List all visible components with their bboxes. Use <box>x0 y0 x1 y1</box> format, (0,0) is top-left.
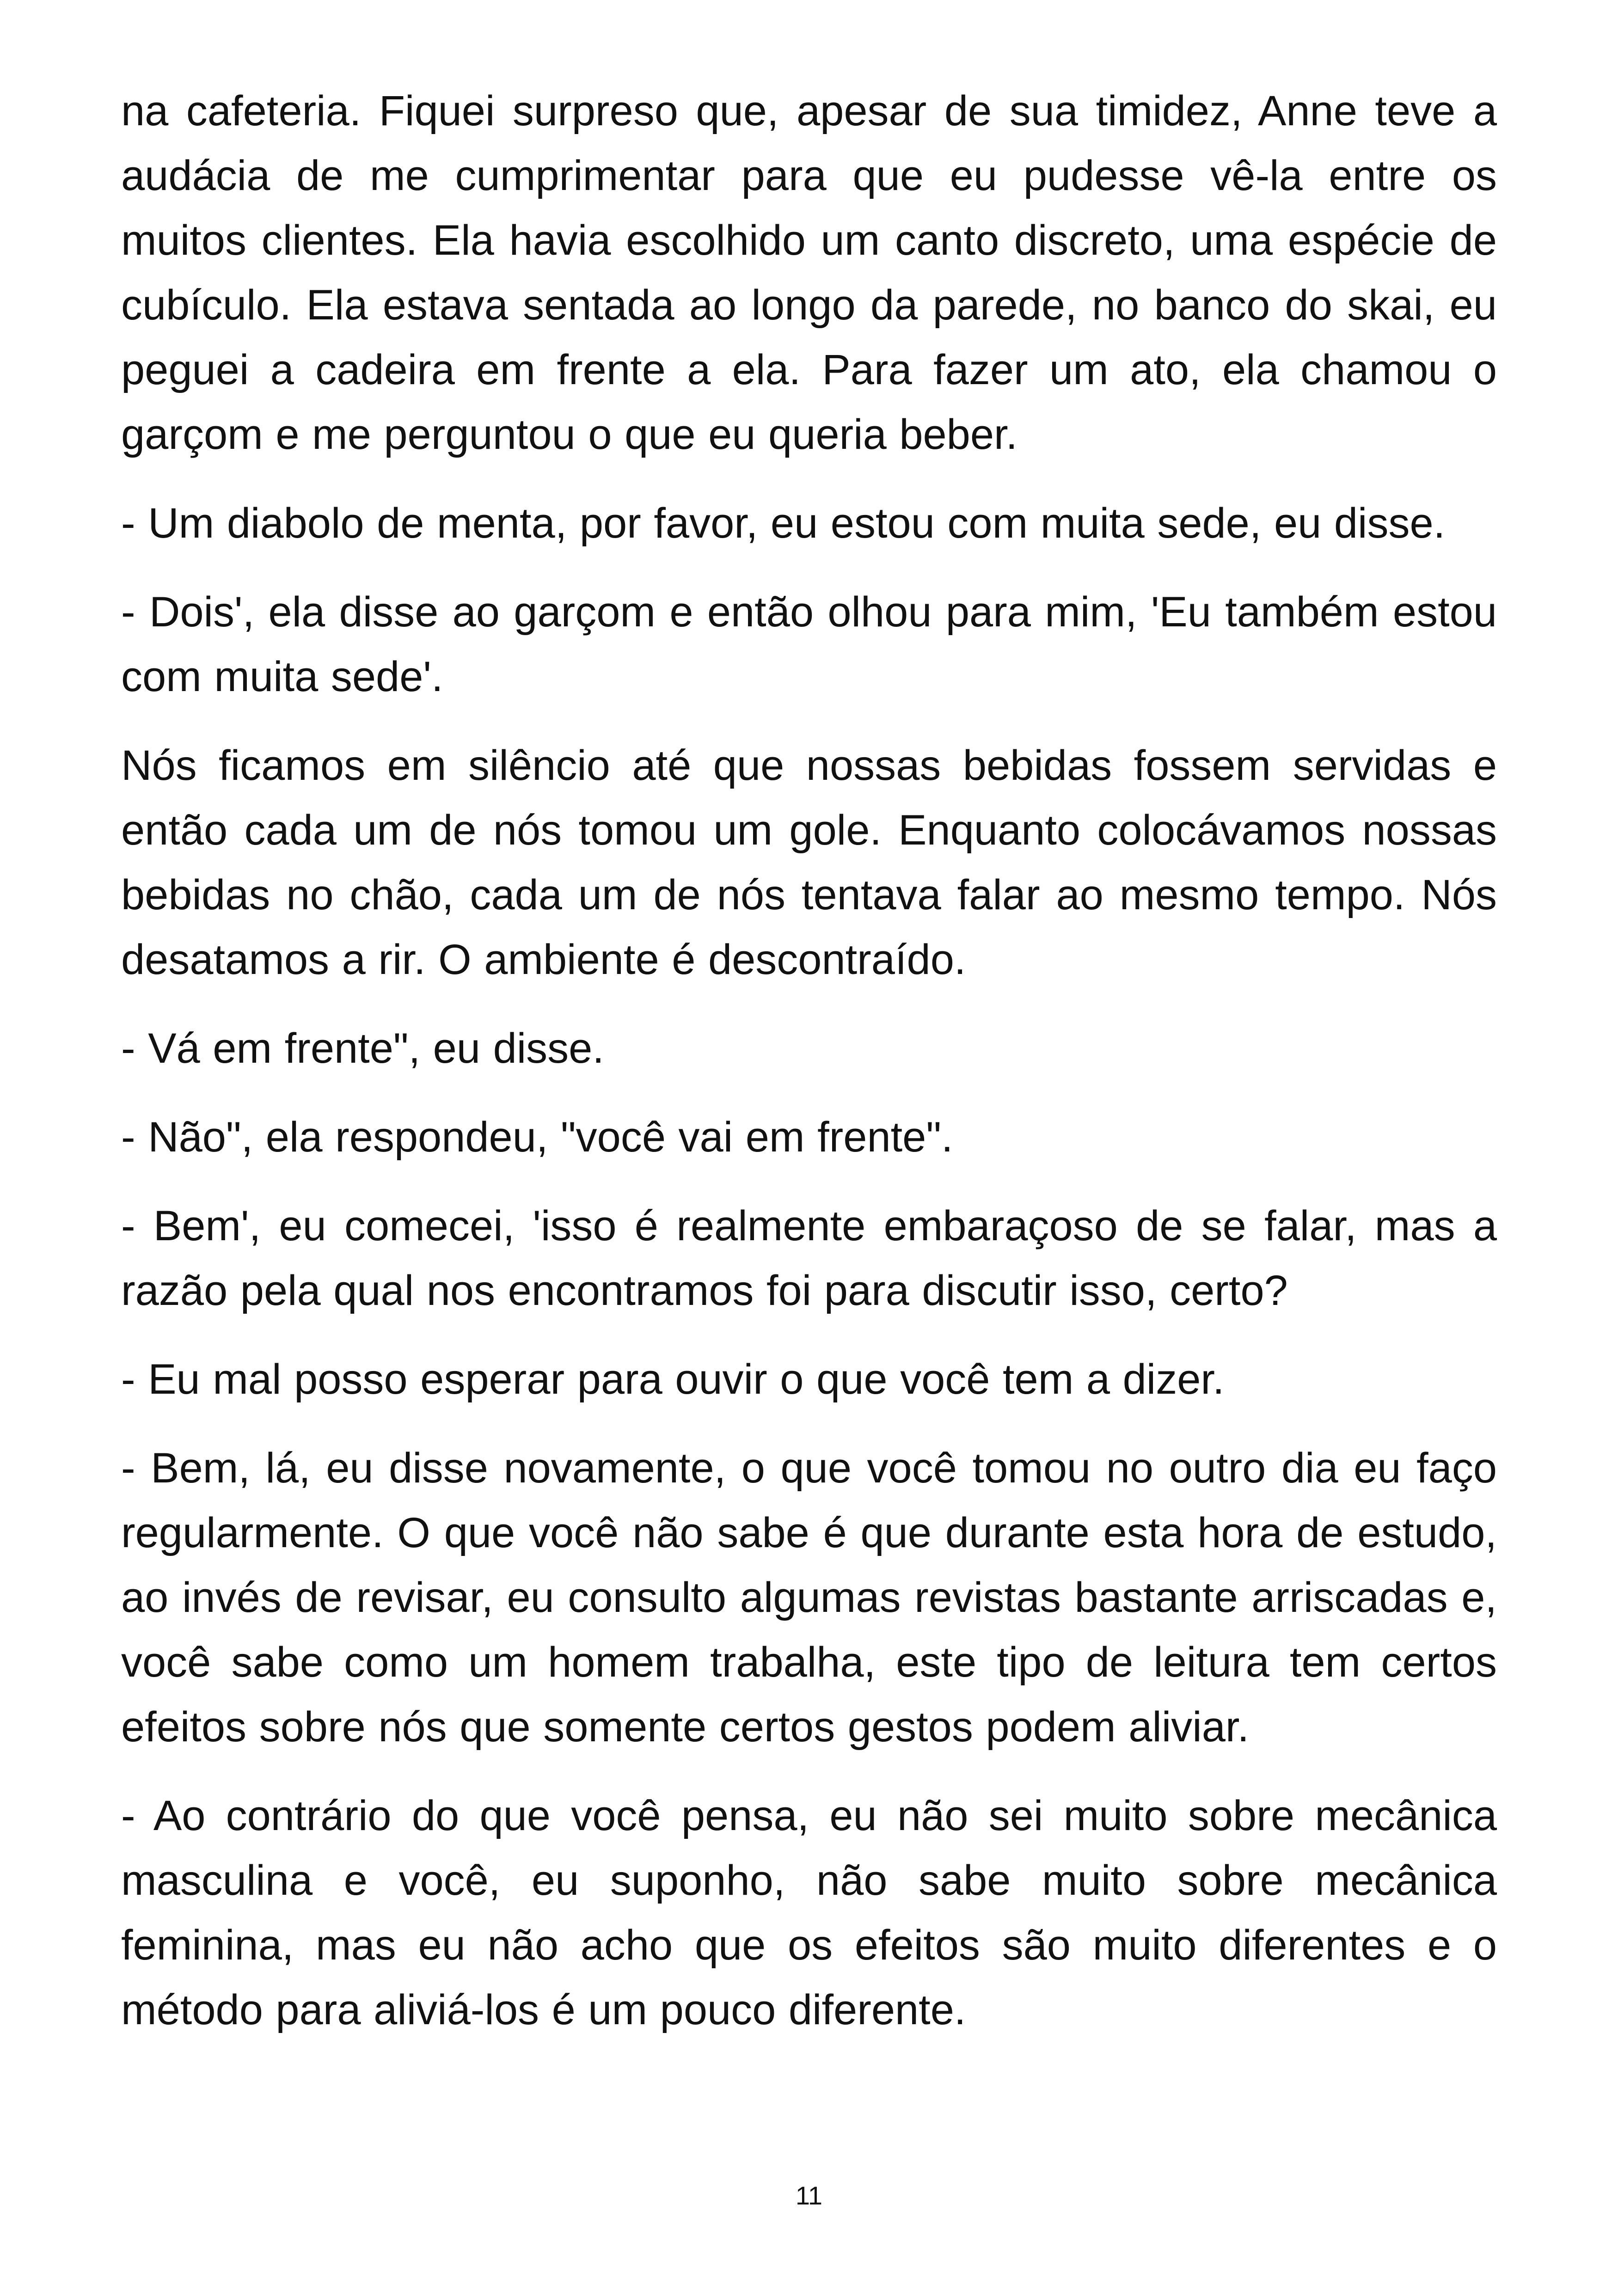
paragraph-6: - Não", ela respondeu, "você vai em frente". <box>121 1114 953 1161</box>
paragraph-8: - Eu mal posso esperar para ouvir o que você tem a dizer. <box>121 1356 1225 1403</box>
paragraph-3: - Dois', ela disse ao garçom e então olhou para mim, 'Eu também estou com muita sede'. <box>121 588 1497 700</box>
paragraph-1: na cafeteria. Fiquei surpreso que, apesar de sua timidez, Anne teve a audácia de me cumprimentar para que eu pudesse vê-la entre os muitos clientes. Ela havia escolhido um canto discreto, uma espécie de cubículo. Ela estava sentada ao longo da parede, no banco do skai, eu peguei a cadeira em frente a ela. Para fazer um ato, ela chamou o garçom e me perguntou o que eu queria beber. <box>121 87 1497 458</box>
paragraph-9: - Bem, lá, eu disse novamente, o que você tomou no outro dia eu faço regularmente. O que você não sabe é que durante esta hora de estudo, ao invés de revisar, eu consulto algumas revistas bastante arriscadas e, você sabe como um homem trabalha, este tipo de leitura tem certos efeitos sobre nós que somente certos gestos podem aliviar. <box>121 1445 1497 1751</box>
paragraph-4: Nós ficamos em silêncio até que nossas bebidas fossem servidas e então cada um de nós tomou um gole. Enquanto colocávamos nossas bebidas no chão, cada um de nós tentava falar ao mesmo tempo. Nós desatamos a rir. O ambiente é descontraído. <box>121 742 1497 983</box>
page-number: 11 <box>795 2181 823 2210</box>
paragraph-10: - Ao contrário do que você pensa, eu não sei muito sobre mecânica masculina e você, eu suponho, não sabe muito sobre mecânica feminina, mas eu não acho que os efeitos são muito diferentes e o método para aliviá-los é um pouco diferente. <box>121 1792 1497 2033</box>
body-text <box>121 79 1497 2066</box>
paragraph-5: - Vá em frente", eu disse. <box>121 1025 604 1072</box>
paragraph-2: - Um diabolo de menta, por favor, eu estou com muita sede, eu disse. <box>121 500 1446 547</box>
paragraph-7: - Bem', eu comecei, 'isso é realmente embaraçoso de se falar, mas a razão pela qual nos encontramos foi para discutir isso, certo? <box>121 1202 1497 1314</box>
